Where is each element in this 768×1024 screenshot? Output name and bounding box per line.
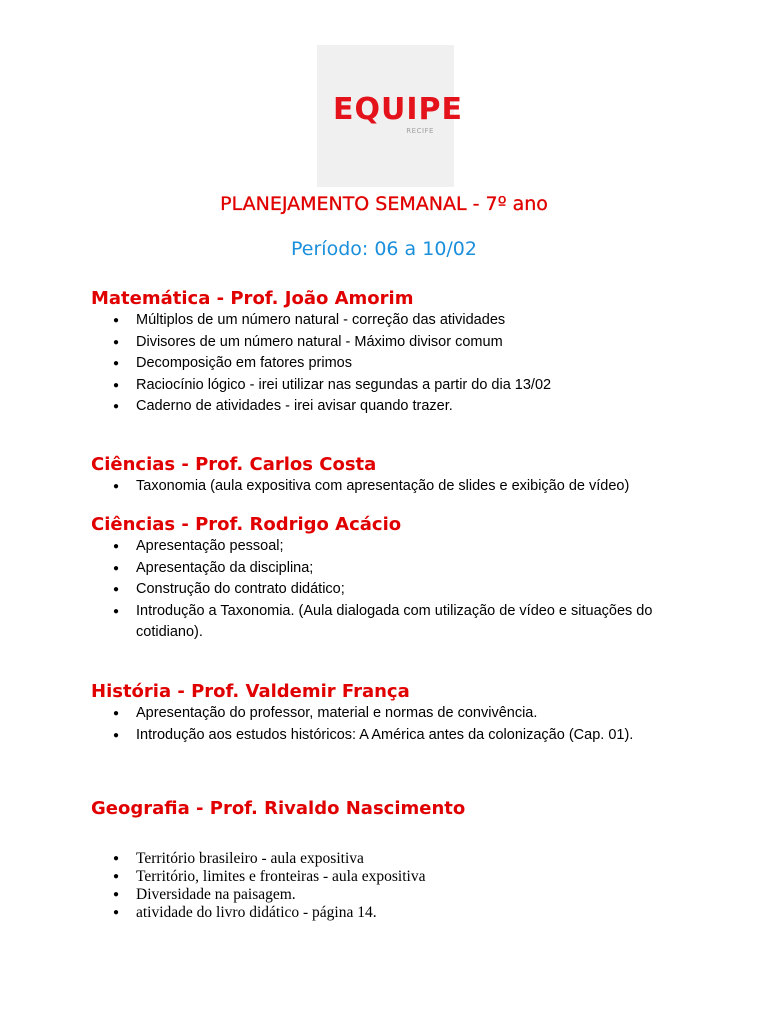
section-title: Ciências - Prof. Carlos Costa — [91, 454, 377, 475]
list-item: ● Território brasileiro - aula expositiva — [91, 850, 711, 868]
list-item: ● Apresentação pessoal; — [91, 536, 711, 558]
document-title: PLANEJAMENTO SEMANAL - 7º ano — [220, 193, 548, 215]
list-item: ● Apresentação do professor, material e normas de convivência. — [91, 703, 711, 725]
item-list — [91, 476, 711, 498]
list-item: ● Introdução aos estudos históricos: A América antes da colonização (Cap. 01). — [91, 725, 711, 747]
period-subtitle: Período: 06 a 10/02 — [291, 238, 477, 260]
section-matematica — [91, 288, 711, 418]
item-list — [91, 703, 711, 746]
section-title: Geografia - Prof. Rivaldo Nascimento — [91, 798, 466, 819]
section-title: História - Prof. Valdemir França — [91, 681, 410, 702]
list-item: ● Construção do contrato didático; — [91, 579, 711, 601]
section-title: Matemática - Prof. João Amorim — [91, 288, 414, 309]
list-item: ● Diversidade na paisagem. — [91, 886, 711, 904]
list-item: ● atividade do livro didático - página 14. — [91, 904, 711, 922]
section-historia — [91, 681, 711, 746]
list-item: ● Caderno de atividades - irei avisar quando trazer. — [91, 396, 711, 418]
item-list — [91, 536, 711, 644]
logo-wordmark: EQUIPE — [333, 92, 463, 127]
section-ciencias-rodrigo — [91, 514, 711, 644]
section-geografia — [91, 798, 711, 922]
list-item: ● Introdução a Taxonomia. (Aula dialogada com utilização de vídeo e situações do cotidiano). — [91, 601, 711, 644]
section-title: Ciências - Prof. Rodrigo Acácio — [91, 514, 402, 535]
logo-city: RECIFE — [406, 127, 434, 135]
list-item: ● Taxonomia (aula expositiva com apresentação de slides e exibição de vídeo) — [91, 476, 711, 498]
school-logo — [317, 45, 463, 187]
list-item: ● Divisores de um número natural - Máximo divisor comum — [91, 332, 711, 354]
list-item: ● Território, limites e fronteiras - aula expositiva — [91, 868, 711, 886]
list-item: ● Decomposição em fatores primos — [91, 353, 711, 375]
list-item: ● Apresentação da disciplina; — [91, 558, 711, 580]
item-list — [91, 310, 711, 418]
list-item: ● Múltiplos de um número natural - correção das atividades — [91, 310, 711, 332]
list-item: ● Raciocínio lógico - irei utilizar nas segundas a partir do dia 13/02 — [91, 375, 711, 397]
item-list — [91, 850, 711, 922]
section-ciencias-carlos — [91, 454, 711, 498]
